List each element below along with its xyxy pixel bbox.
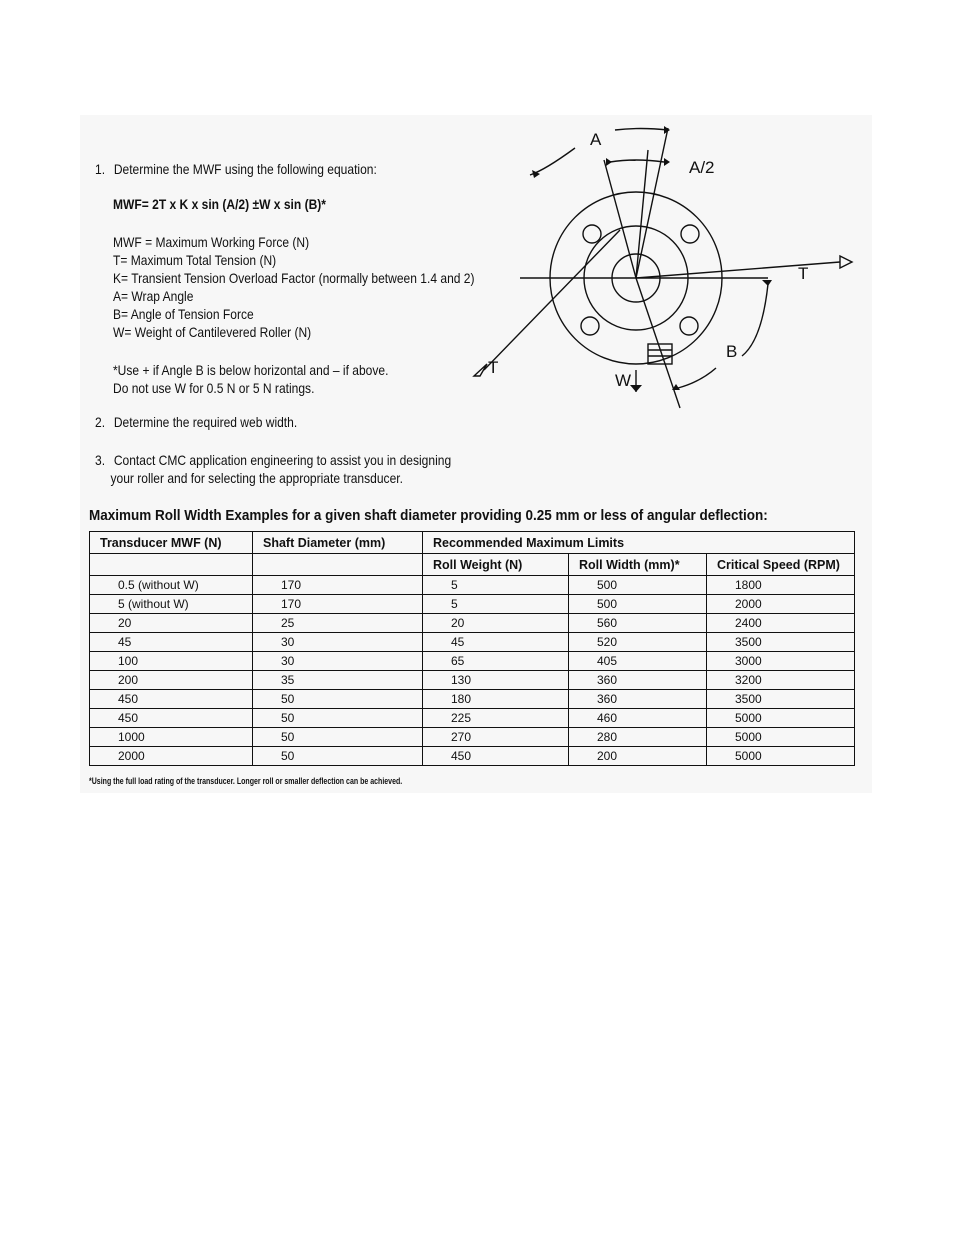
- bolt-hole-top-right: [681, 225, 699, 243]
- cell-roll-weight: 45: [423, 633, 569, 652]
- cell-shaft-diameter: 170: [253, 595, 423, 614]
- arc-b-upper: [742, 284, 768, 356]
- definition-t: T= Maximum Total Tension (N): [113, 252, 277, 268]
- arc-a-right: [615, 129, 668, 131]
- table-row: [90, 633, 855, 652]
- table-row: [90, 652, 855, 671]
- cell-shaft-diameter: 50: [253, 747, 423, 766]
- header-row-2: [90, 554, 855, 576]
- arrow-a-half-left: [606, 158, 612, 166]
- arrow-b-upper: [762, 280, 772, 286]
- step-3-line-2: your roller and for selecting the appropriate transducer.: [110, 470, 403, 486]
- table-row: [90, 595, 855, 614]
- cell-roll-width: 405: [569, 652, 707, 671]
- cell-roll-width: 360: [569, 671, 707, 690]
- bisector-line: [636, 150, 648, 278]
- cell-transducer-mwf: 100: [90, 652, 253, 671]
- cell-critical-speed: 5000: [707, 747, 855, 766]
- cell-critical-speed: 3000: [707, 652, 855, 671]
- definition-w: W= Weight of Cantilevered Roller (N): [113, 324, 312, 340]
- label-a: A: [590, 130, 602, 149]
- label-w: W: [615, 371, 632, 390]
- mwf-equation: MWF= 2T x K x sin (A/2) ±W x sin (B)*: [113, 196, 326, 212]
- label-a-half: A/2: [689, 158, 715, 177]
- table-row: [90, 576, 855, 595]
- cell-critical-speed: 3500: [707, 690, 855, 709]
- definition-a: A= Wrap Angle: [113, 288, 194, 304]
- header-roll-width: Roll Width (mm)*: [569, 554, 707, 576]
- step-1-number: 1.: [95, 161, 106, 177]
- cell-roll-weight: 225: [423, 709, 569, 728]
- step-2-text: Determine the required web width.: [113, 414, 298, 430]
- sign-note: [113, 361, 388, 397]
- definition-b: B= Angle of Tension Force: [113, 306, 254, 322]
- header-roll-weight: Roll Weight (N): [423, 554, 569, 576]
- cell-critical-speed: 2400: [707, 614, 855, 633]
- cell-transducer-mwf: 450: [90, 690, 253, 709]
- bolt-hole-bottom-left: [581, 317, 599, 335]
- step-3: [95, 451, 451, 487]
- definition-k: K= Transient Tension Overload Factor (normally between 1.4 and 2): [113, 270, 475, 286]
- arc-b-lower: [678, 368, 716, 388]
- cell-transducer-mwf: 0.5 (without W): [90, 576, 253, 595]
- cell-roll-width: 500: [569, 595, 707, 614]
- step-1: [95, 160, 377, 178]
- arc-a-left: [530, 148, 575, 175]
- wrap-line-right: [636, 128, 668, 278]
- table-row: [90, 747, 855, 766]
- cell-critical-speed: 5000: [707, 709, 855, 728]
- header-blank-1: [90, 554, 253, 576]
- cell-shaft-diameter: 50: [253, 728, 423, 747]
- cell-roll-width: 500: [569, 576, 707, 595]
- arrow-a-half-right: [664, 158, 670, 166]
- cell-roll-weight: 20: [423, 614, 569, 633]
- roll-width-table: [89, 531, 855, 766]
- header-row-1: [90, 532, 855, 554]
- cell-shaft-diameter: 170: [253, 576, 423, 595]
- cell-roll-weight: 450: [423, 747, 569, 766]
- cell-transducer-mwf: 5 (without W): [90, 595, 253, 614]
- arrow-t-right: [840, 256, 852, 268]
- roller-force-diagram: [465, 118, 865, 418]
- cell-shaft-diameter: 50: [253, 690, 423, 709]
- cell-critical-speed: 5000: [707, 728, 855, 747]
- table-footnote: *Using the full load rating of the transducer. Longer roll or smaller deflection can be achieved.: [89, 776, 403, 786]
- variable-definitions: [113, 233, 475, 341]
- cell-roll-width: 360: [569, 690, 707, 709]
- cell-roll-width: 280: [569, 728, 707, 747]
- table-row: [90, 671, 855, 690]
- cell-critical-speed: 2000: [707, 595, 855, 614]
- step-3-line-1: Contact CMC application engineering to assist you in designing: [113, 452, 452, 468]
- definition-mwf: MWF = Maximum Working Force (N): [113, 234, 310, 250]
- table-row: [90, 614, 855, 633]
- cell-transducer-mwf: 2000: [90, 747, 253, 766]
- cell-roll-weight: 5: [423, 595, 569, 614]
- cell-critical-speed: 3500: [707, 633, 855, 652]
- cell-shaft-diameter: 30: [253, 633, 423, 652]
- bolt-hole-top-left: [583, 225, 601, 243]
- header-transducer: Transducer MWF (N): [90, 532, 253, 554]
- table-title: Maximum Roll Width Examples for a given shaft diameter providing 0.25 mm or less of angular deflection:: [89, 507, 768, 524]
- cell-shaft-diameter: 30: [253, 652, 423, 671]
- cell-transducer-mwf: 1000: [90, 728, 253, 747]
- sign-note-line-1: *Use + if Angle B is below horizontal and – if above.: [113, 362, 389, 378]
- cell-shaft-diameter: 35: [253, 671, 423, 690]
- step-3-number: 3.: [95, 452, 106, 468]
- cell-roll-weight: 5: [423, 576, 569, 595]
- header-critical-speed: Critical Speed (RPM): [707, 554, 855, 576]
- cell-transducer-mwf: 200: [90, 671, 253, 690]
- sign-note-line-2: Do not use W for 0.5 N or 5 N ratings.: [113, 380, 315, 396]
- cell-shaft-diameter: 25: [253, 614, 423, 633]
- cell-roll-width: 560: [569, 614, 707, 633]
- cell-roll-weight: 65: [423, 652, 569, 671]
- table-row: [90, 728, 855, 747]
- cell-roll-width: 460: [569, 709, 707, 728]
- arc-a-half: [610, 160, 664, 162]
- table-row: [90, 690, 855, 709]
- cell-roll-width: 520: [569, 633, 707, 652]
- arrow-t-left: [474, 364, 487, 376]
- step-2: [95, 413, 297, 431]
- table-row: [90, 709, 855, 728]
- cell-critical-speed: 3200: [707, 671, 855, 690]
- cell-roll-weight: 270: [423, 728, 569, 747]
- cell-transducer-mwf: 450: [90, 709, 253, 728]
- label-t-right: T: [798, 264, 809, 283]
- step-1-text: Determine the MWF using the following equation:: [113, 161, 377, 177]
- label-b: B: [726, 342, 738, 361]
- label-t-left: T: [488, 358, 499, 377]
- tension-line-left: [484, 230, 620, 370]
- header-shaft: Shaft Diameter (mm): [253, 532, 423, 554]
- cell-roll-width: 200: [569, 747, 707, 766]
- cell-roll-weight: 180: [423, 690, 569, 709]
- tension-line-right: [636, 262, 840, 278]
- cell-critical-speed: 1800: [707, 576, 855, 595]
- cell-shaft-diameter: 50: [253, 709, 423, 728]
- cell-transducer-mwf: 20: [90, 614, 253, 633]
- step-2-number: 2.: [95, 414, 106, 430]
- header-blank-2: [253, 554, 423, 576]
- bolt-hole-bottom-right: [680, 317, 698, 335]
- cell-transducer-mwf: 45: [90, 633, 253, 652]
- cell-roll-weight: 130: [423, 671, 569, 690]
- header-recommended: Recommended Maximum Limits: [423, 532, 855, 554]
